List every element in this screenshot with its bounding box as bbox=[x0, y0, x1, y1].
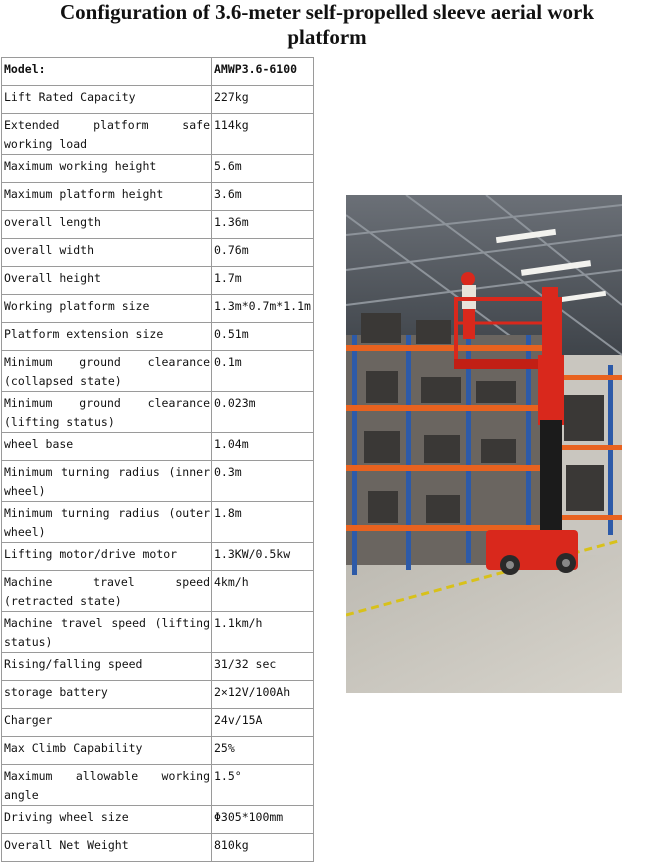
spec-label: Minimum ground clearance (collapsed state) bbox=[2, 351, 212, 392]
spec-value: 810kg bbox=[212, 834, 314, 862]
spec-value: 1.8m bbox=[212, 502, 314, 543]
spec-header-label: Model: bbox=[2, 58, 212, 86]
spec-value: 0.3m bbox=[212, 461, 314, 502]
spec-value: 1.04m bbox=[212, 433, 314, 461]
spec-label: Machine travel speed (lifting status) bbox=[2, 612, 212, 653]
product-photo bbox=[346, 195, 622, 693]
spec-row bbox=[2, 571, 314, 612]
floor bbox=[346, 555, 622, 693]
spec-label: Charger bbox=[2, 709, 212, 737]
spec-value: 0.76m bbox=[212, 239, 314, 267]
spec-row bbox=[2, 709, 314, 737]
spec-header-row bbox=[2, 58, 314, 86]
title-line-1: Configuration of 3.6-meter self-propelled sleeve aerial work bbox=[59, 0, 595, 24]
spec-row bbox=[2, 295, 314, 323]
spec-value: 2×12V/100Ah bbox=[212, 681, 314, 709]
spec-row bbox=[2, 351, 314, 392]
spec-label: Working platform size bbox=[2, 295, 212, 323]
spec-label: Lift Rated Capacity bbox=[2, 86, 212, 114]
spec-label: Minimum turning radius (outer wheel) bbox=[2, 502, 212, 543]
spec-value: 5.6m bbox=[212, 155, 314, 183]
spec-label: Maximum platform height bbox=[2, 183, 212, 211]
spec-row bbox=[2, 834, 314, 862]
spec-label: Maximum allowable working angle bbox=[2, 765, 212, 806]
spec-value: 0.023m bbox=[212, 392, 314, 433]
spec-row bbox=[2, 433, 314, 461]
spec-row bbox=[2, 239, 314, 267]
spec-label: storage battery bbox=[2, 681, 212, 709]
spec-row bbox=[2, 612, 314, 653]
spec-label: Max Climb Capability bbox=[2, 737, 212, 765]
spec-value: 0.1m bbox=[212, 351, 314, 392]
spec-label: overall width bbox=[2, 239, 212, 267]
spec-value: 1.5° bbox=[212, 765, 314, 806]
page-title bbox=[0, 0, 654, 50]
spec-label: Driving wheel size bbox=[2, 806, 212, 834]
spec-label: Minimum ground clearance (lifting status) bbox=[2, 392, 212, 433]
spec-row bbox=[2, 211, 314, 239]
spec-label: Extended platform safe working load bbox=[2, 114, 212, 155]
spec-row bbox=[2, 183, 314, 211]
spec-value: 1.7m bbox=[212, 267, 314, 295]
spec-value: 0.51m bbox=[212, 323, 314, 351]
spec-row bbox=[2, 543, 314, 571]
spec-row bbox=[2, 653, 314, 681]
spec-table bbox=[1, 57, 314, 862]
spec-value: 25% bbox=[212, 737, 314, 765]
worker bbox=[461, 272, 476, 339]
aerial-platform-illustration bbox=[346, 195, 622, 693]
spec-row bbox=[2, 681, 314, 709]
spec-label: wheel base bbox=[2, 433, 212, 461]
spec-label: Platform extension size bbox=[2, 323, 212, 351]
spec-value: 1.3KW/0.5kw bbox=[212, 543, 314, 571]
spec-label: Overall height bbox=[2, 267, 212, 295]
spec-row bbox=[2, 267, 314, 295]
spec-label: Maximum working height bbox=[2, 155, 212, 183]
spec-value: Φ305*100mm bbox=[212, 806, 314, 834]
spec-value: 31/32 sec bbox=[212, 653, 314, 681]
spec-row bbox=[2, 86, 314, 114]
spec-row bbox=[2, 114, 314, 155]
spec-label: Overall Net Weight bbox=[2, 834, 212, 862]
spec-row bbox=[2, 323, 314, 351]
spec-value: 3.6m bbox=[212, 183, 314, 211]
spec-row bbox=[2, 502, 314, 543]
spec-value: 24v/15A bbox=[212, 709, 314, 737]
spec-value: 1.36m bbox=[212, 211, 314, 239]
spec-label: Lifting motor/drive motor bbox=[2, 543, 212, 571]
spec-value: 1.1km/h bbox=[212, 612, 314, 653]
spec-row bbox=[2, 765, 314, 806]
spec-label: Rising/falling speed bbox=[2, 653, 212, 681]
spec-value: 114kg bbox=[212, 114, 314, 155]
spec-row bbox=[2, 737, 314, 765]
spec-row bbox=[2, 806, 314, 834]
spec-value: 4km/h bbox=[212, 571, 314, 612]
spec-value: 227kg bbox=[212, 86, 314, 114]
title-line-2: platform bbox=[287, 25, 367, 49]
spec-value: 1.3m*0.7m*1.1m bbox=[212, 295, 314, 323]
spec-label: Machine travel speed (retracted state) bbox=[2, 571, 212, 612]
spec-row bbox=[2, 461, 314, 502]
spec-row bbox=[2, 392, 314, 433]
spec-header-value: AMWP3.6-6100 bbox=[212, 58, 314, 86]
spec-label: Minimum turning radius (inner wheel) bbox=[2, 461, 212, 502]
spec-row bbox=[2, 155, 314, 183]
spec-label: overall length bbox=[2, 211, 212, 239]
